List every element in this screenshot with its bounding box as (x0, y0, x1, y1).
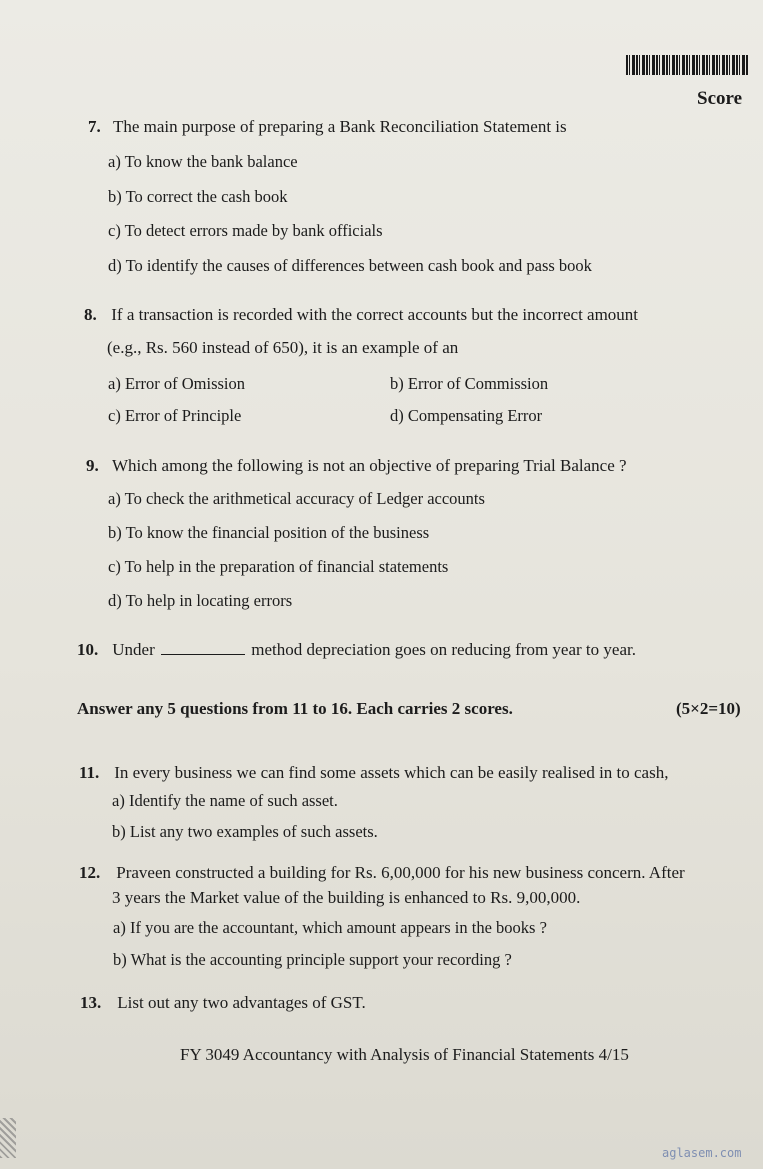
q9-option-d (108, 591, 292, 611)
section-instruction: Answer any 5 questions from 11 to 16. Each carries 2 scores. (77, 699, 513, 718)
option-text: To help in locating errors (125, 591, 293, 610)
q8-option-a (108, 374, 245, 394)
part-text: If you are the accountant, which amount appears in the books ? (129, 918, 547, 937)
question-text: The main purpose of preparing a Bank Reconciliation Statement is (112, 117, 567, 136)
option-text: To help in the preparation of financial statements (124, 557, 449, 576)
part-text: List any two examples of such assets. (129, 822, 378, 841)
page-footer: FY 3049 Accountancy with Analysis of Financial Statements 4/15 (180, 1045, 629, 1064)
q7-option-b (108, 187, 288, 207)
question-7 (88, 117, 567, 137)
option-label: c) (108, 557, 121, 576)
option-label: b) (108, 523, 122, 542)
question-number: 9. (86, 456, 99, 475)
q11-part-a (112, 791, 338, 811)
option-text: To know the bank balance (124, 152, 298, 171)
question-number: 11. (79, 763, 100, 782)
option-text: To check the arithmetical accuracy of Ledger accounts (124, 489, 485, 508)
option-text: Compensating Error (407, 406, 543, 425)
question-12 (79, 863, 685, 883)
question-9 (86, 456, 627, 476)
question-number: 7. (88, 117, 101, 136)
q7-option-c (108, 221, 383, 241)
question-8 (84, 305, 638, 325)
q9-option-b (108, 523, 429, 543)
question-12-line2: 3 years the Market value of the building is enhanced to Rs. 9,00,000. (112, 888, 581, 907)
question-text-before: Under (112, 640, 155, 659)
question-text: Praveen constructed a building for Rs. 6,00,000 for his new business concern. After (116, 863, 685, 882)
option-label: d) (108, 256, 122, 275)
option-text: To correct the cash book (125, 187, 288, 206)
question-number: 12. (79, 863, 101, 882)
option-text: To identify the causes of differences between cash book and pass book (125, 256, 592, 275)
question-number: 10. (77, 640, 99, 659)
option-label: d) (108, 591, 122, 610)
q11-part-b (112, 822, 378, 842)
part-label: a) (113, 918, 126, 937)
question-8-line2: (e.g., Rs. 560 instead of 650), it is an example of an (107, 338, 459, 357)
q9-option-c (108, 557, 448, 577)
option-label: a) (108, 152, 121, 171)
option-label: b) (108, 187, 122, 206)
q9-option-a (108, 489, 485, 509)
part-label: a) (112, 791, 125, 810)
paper-edge-shadow (0, 1118, 16, 1158)
option-label: a) (108, 374, 121, 393)
question-number: 13. (80, 993, 102, 1012)
part-text: Identify the name of such asset. (128, 791, 338, 810)
q8-option-d (390, 406, 542, 426)
option-label: d) (390, 406, 404, 425)
option-text: To know the financial position of the business (125, 523, 430, 542)
q7-option-a (108, 152, 298, 172)
question-11 (79, 763, 668, 783)
q8-option-c (108, 406, 241, 426)
part-text: What is the accounting principle support your recording ? (130, 950, 512, 969)
option-text: Error of Principle (124, 406, 242, 425)
question-text: Which among the following is not an objective of preparing Trial Balance ? (111, 456, 627, 475)
question-text: List out any two advantages of GST. (117, 993, 366, 1012)
part-label: b) (113, 950, 127, 969)
question-text: If a transaction is recorded with the correct accounts but the incorrect amount (111, 305, 639, 324)
option-label: b) (390, 374, 404, 393)
question-number: 8. (84, 305, 97, 324)
score-label: Score (697, 88, 743, 109)
question-text-after: method depreciation goes on reducing from year to year. (251, 640, 636, 659)
question-13 (80, 993, 366, 1013)
watermark: aglasem.com (662, 1146, 742, 1160)
option-text: To detect errors made by bank officials (124, 221, 383, 240)
option-label: c) (108, 406, 121, 425)
option-text: Error of Commission (407, 374, 549, 393)
q8-option-b (390, 374, 548, 394)
option-text: Error of Omission (124, 374, 246, 393)
part-label: b) (112, 822, 126, 841)
question-text: In every business we can find some assets which can be easily realised in to cash, (114, 763, 669, 782)
option-label: c) (108, 221, 121, 240)
fill-in-blank[interactable] (161, 644, 245, 655)
section-marks: (5×2=10) (676, 699, 741, 718)
question-10 (77, 640, 636, 660)
q7-option-d (108, 256, 592, 276)
q12-part-a (113, 918, 547, 938)
option-label: a) (108, 489, 121, 508)
barcode (626, 55, 748, 75)
q12-part-b (113, 950, 512, 970)
